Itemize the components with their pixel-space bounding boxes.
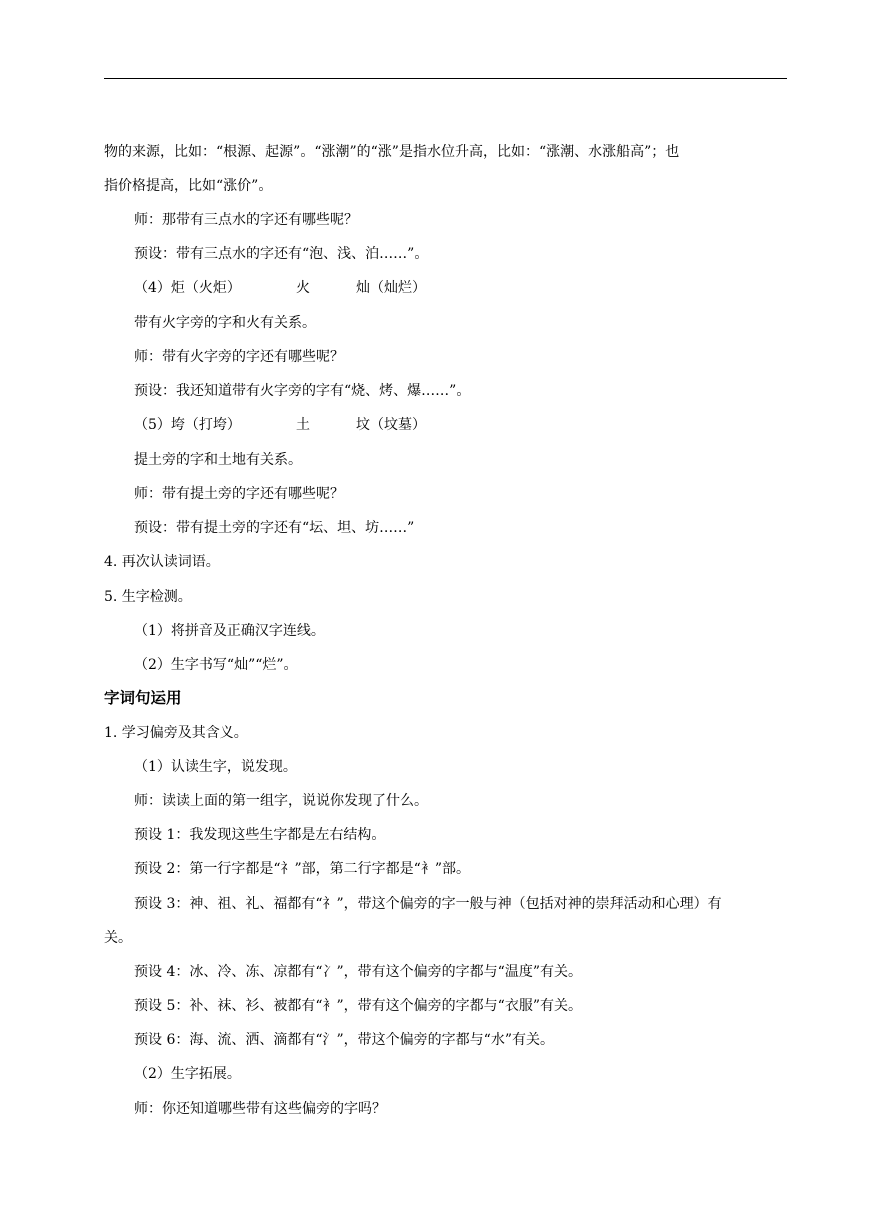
preset-answer: 预设 2：第一行字都是“礻”部，第二行字都是“衤”部。 [134, 861, 470, 877]
character-row-4 [134, 278, 534, 298]
sub-step-item: （2）生字拓展。 [134, 1066, 241, 1082]
preset-answer: 预设 1：我发现这些生字都是左右结构。 [134, 827, 386, 843]
teacher-question: 师：带有提土旁的字还有哪些呢？ [134, 486, 344, 502]
preset-answer: 预设：我还知道带有火字旁的字有“烧、烤、爆……”。 [134, 383, 471, 399]
character-row-5 [134, 415, 534, 435]
paragraph-line: 物的来源，比如：“根源、起源”。“涨潮”的“涨”是指水位升高，比如：“涨潮、水涨船高”；也 [104, 144, 680, 160]
preset-answer: 预设 5：补、袜、衫、被都有“衤”，带有这个偏旁的字都与“衣服”有关。 [134, 998, 582, 1014]
character-row-5-item-c: 坟（坟墓） [356, 417, 426, 433]
section-heading: 字词句运用 [104, 689, 182, 707]
paragraph-line: 提土旁的字和土地有关系。 [134, 452, 302, 468]
preset-answer: 预设：带有提土旁的字还有“坛、坦、坊……” [134, 520, 415, 536]
paragraph-line: 关。 [104, 930, 132, 946]
character-row-5-item-a: （5）垮（打垮） [134, 417, 241, 433]
step-item: 5. 生字检测。 [104, 589, 192, 605]
character-row-5-item-b: 土 [296, 417, 310, 433]
teacher-question: 师：那带有三点水的字还有哪些呢？ [134, 212, 358, 228]
teacher-question: 师：读读上面的第一组字，说说你发现了什么。 [134, 793, 428, 809]
step-item: 1. 学习偏旁及其含义。 [104, 725, 248, 741]
character-row-4-item-b: 火 [296, 280, 310, 296]
header-rule [104, 78, 787, 79]
paragraph-line: 指价格提高，比如“涨价”。 [104, 178, 273, 194]
preset-answer: 预设：带有三点水的字还有“泡、浅、泊……”。 [134, 246, 429, 262]
character-row-4-item-c: 灿（灿烂） [356, 280, 426, 296]
sub-step-item: （2）生字书写“灿”“烂”。 [134, 657, 298, 673]
sub-step-item: （1）将拼音及正确汉字连线。 [134, 623, 325, 639]
character-row-4-item-a: （4）炬（火炬） [134, 280, 241, 296]
preset-answer: 预设 3：神、祖、礼、福都有“礻”，带这个偏旁的字一般与神（包括对神的崇拜活动和心理）有 [134, 896, 722, 912]
step-item: 4. 再次认读词语。 [104, 554, 220, 570]
teacher-question: 师：你还知道哪些带有这些偏旁的字吗？ [134, 1101, 386, 1117]
sub-step-item: （1）认读生字，说发现。 [134, 759, 297, 775]
preset-answer: 预设 6：海、流、洒、滴都有“氵”，带这个偏旁的字都与“水”有关。 [134, 1032, 554, 1048]
preset-answer: 预设 4：冰、冷、冻、凉都有“冫”，带有这个偏旁的字都与“温度”有关。 [134, 964, 582, 980]
paragraph-line: 带有火字旁的字和火有关系。 [134, 315, 316, 331]
teacher-question: 师：带有火字旁的字还有哪些呢？ [134, 349, 344, 365]
